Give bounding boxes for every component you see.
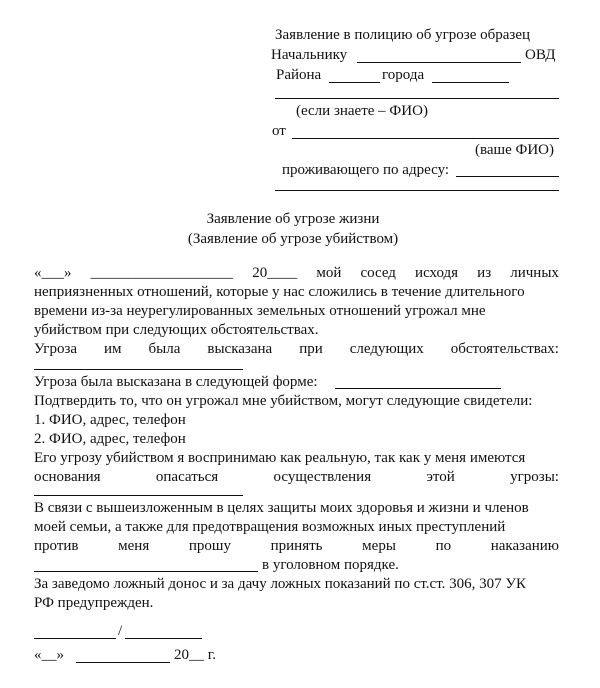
p1-line4: убийством при следующих обстоятельствах. [34,322,319,338]
footer-date-open: «__» [34,647,64,663]
word: при [299,341,323,357]
word: была [148,341,181,357]
word: меня [118,538,150,554]
date-blank: ___________________ [90,265,234,281]
p6-line2: моей семьи, а также для предотвращения возможных иных преступлений [34,519,506,535]
p1-line2: неприязненных отношений, которые у нас сложились в течение длительного [34,284,525,300]
witness-1: 1. ФИО, адрес, телефон [34,412,186,428]
word: исходя [415,265,459,281]
word: высказана [207,341,273,357]
word: прошу [188,538,231,554]
header-title: Заявление в полицию об угрозе образец [275,27,531,43]
word: этой [426,469,455,485]
district-blank [329,82,380,83]
word: следующих [349,341,424,357]
word: мой [316,265,342,281]
from-label: от [272,123,286,139]
p6-line4: в уголовном порядке. [262,557,399,573]
form-blank [335,388,501,389]
word: осуществления [273,469,372,485]
word: Угроза [34,341,78,357]
word: по [435,538,452,554]
signature-blank [34,638,116,639]
word: принять [270,538,323,554]
footer-month-blank [76,662,170,663]
p5-line1: Его угрозу убийством я воспринимаю как реальную, так как у меня имеются [34,450,526,466]
from-blank [292,138,559,139]
p1-line3: времени из-за неурегулированных земельных отношений угрожал мне [34,303,486,319]
city-blank [432,82,509,83]
p7-line1: За заведомо ложный донос и за дачу ложных показаний по ст.ст. 306, 307 УК [34,576,527,592]
word: меры [362,538,396,554]
word: личных [510,265,559,281]
signature-slash: / [118,623,123,639]
p6-line3 [34,537,559,555]
address-blank-2 [275,190,559,191]
address-label: проживающего по адресу: [282,162,450,178]
city-label: города [382,67,425,83]
address-blank [456,176,559,177]
ovd-label: ОВД [525,47,556,63]
word: из [477,265,492,281]
document-subtitle: (Заявление об угрозе убийством) [187,231,399,247]
word: опасаться [155,469,219,485]
word: против [34,538,79,554]
grounds-blank [34,495,243,496]
fio-hint: (если знаете – ФИО) [296,103,428,119]
p2-line1 [34,340,559,358]
circumstances-blank [34,369,243,370]
punishment-blank [34,571,258,572]
witness-2: 2. ФИО, адрес, телефон [34,431,186,447]
word: им [104,341,122,357]
p4-line: Подтвердить то, что он угрожал мне убийством, могут следующие свидетели: [34,393,533,409]
word: сосед [360,265,396,281]
p6-line1: В связи с вышеизложенным в целях защиты моих здоровья и жизни и членов [34,500,529,516]
date-open: «___» [34,265,72,281]
signature-name-blank [125,638,202,639]
to-chief-label: Начальнику [271,47,348,63]
district-label: Района [276,67,322,83]
word: угрозы: [510,469,559,485]
footer-year: 20__ г. [174,647,216,663]
word: наказанию [490,538,559,554]
your-fio-hint: (ваше ФИО) [475,142,555,158]
year-blank: 20____ [252,265,298,281]
p3-line: Угроза была высказана в следующей форме: [34,374,322,390]
word: основания [34,469,101,485]
chief-name-blank [275,98,559,99]
document-title: Заявление об угрозе жизни [206,211,380,227]
p7-line2: РФ предупрежден. [34,595,154,611]
word: обстоятельствах: [450,341,559,357]
p5-line2 [34,468,559,486]
chief-blank [357,62,521,63]
p1-line1 [34,264,559,282]
